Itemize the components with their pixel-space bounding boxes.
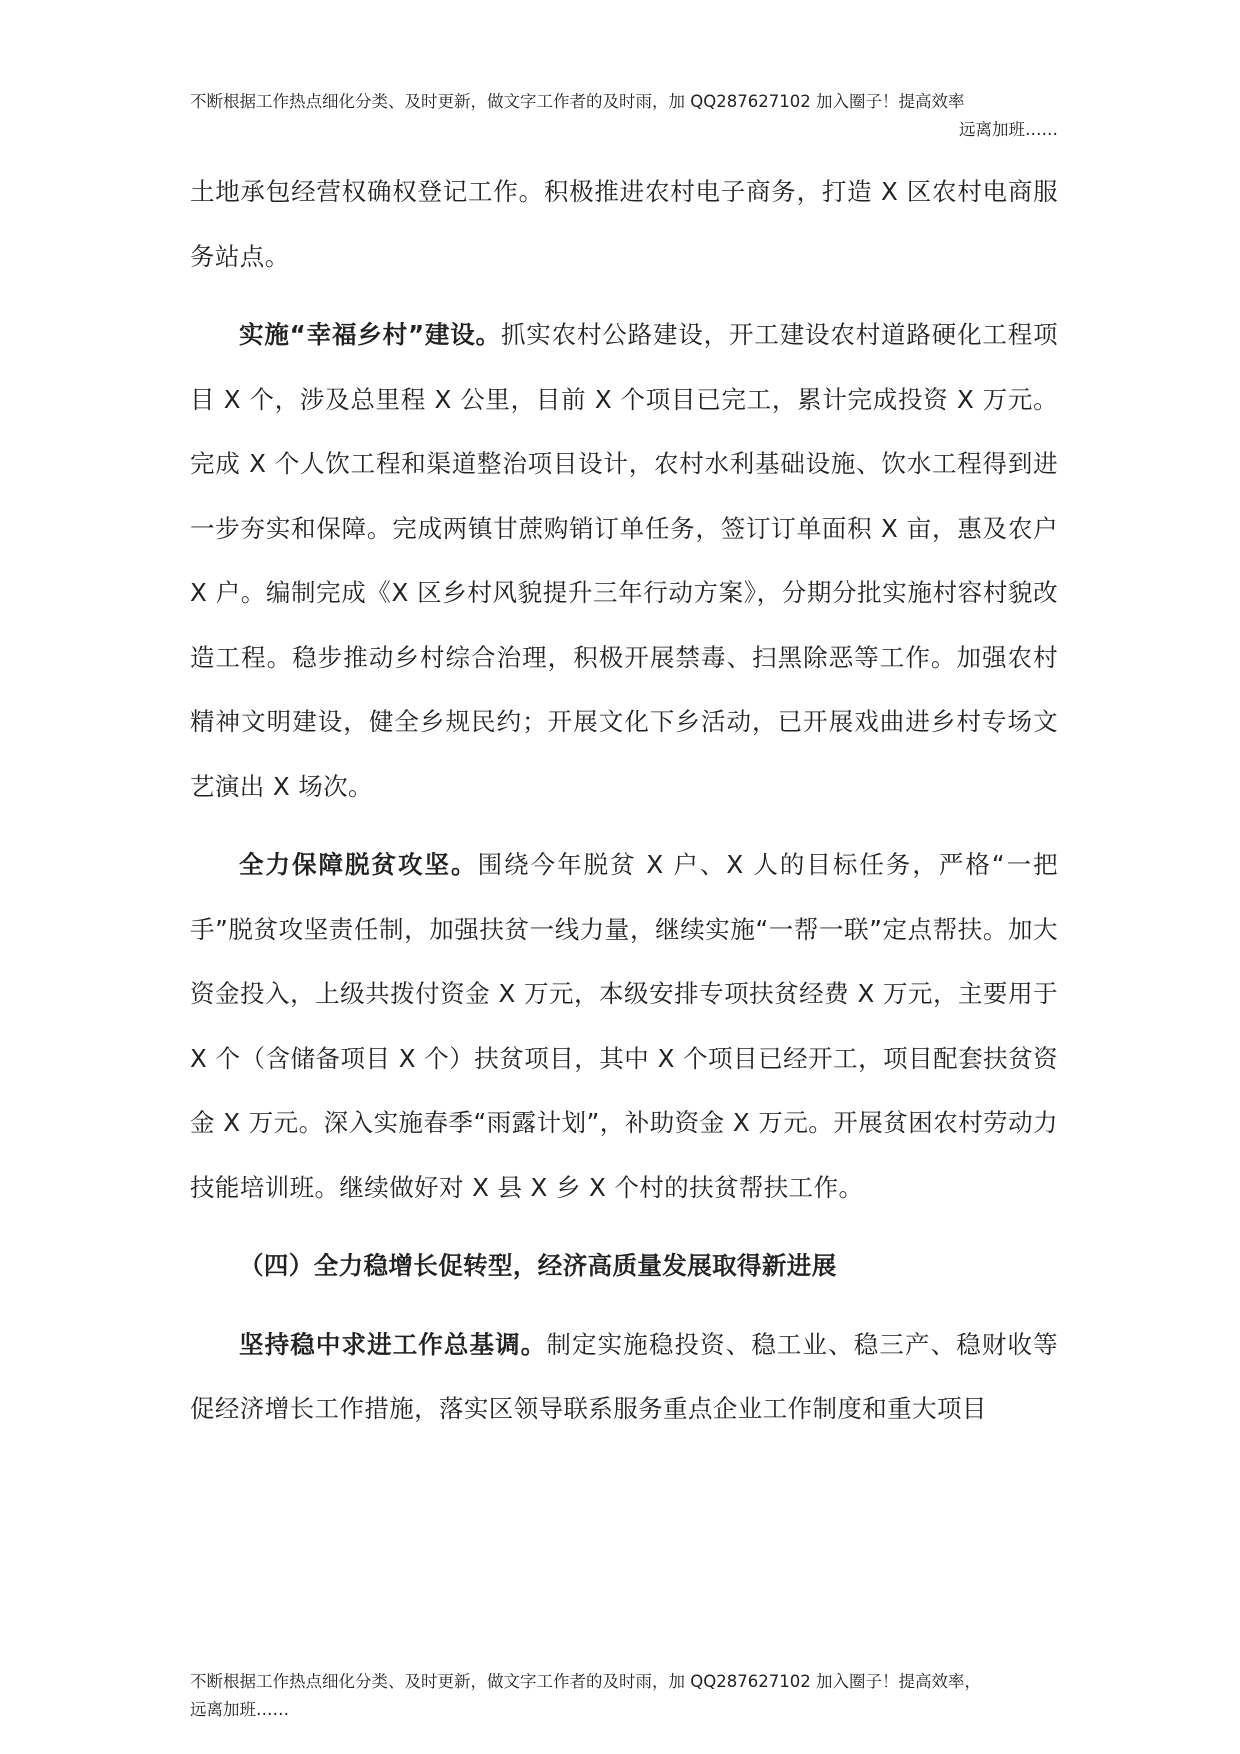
footer-line-2: 远离加班…… (190, 1700, 289, 1719)
paragraph-stable-growth (190, 1313, 1058, 1442)
paragraph-happy-village (190, 303, 1058, 819)
paragraph-lead: 全力保障脱贫攻坚。 (239, 850, 478, 879)
footer-line-1: 不断根据工作热点细化分类、及时更新，做文字工作者的及时雨，加 QQ287627102 加入圈子！提高效率， (190, 1672, 981, 1691)
paragraph-poverty-alleviation (190, 833, 1058, 1220)
paragraph-continuation: 土地承包经营权确权登记工作。积极推进农村电子商务，打造 X 区农村电商服务站点。 (190, 177, 1058, 271)
paragraph-lead: 坚持稳中求进工作总基调。 (239, 1329, 547, 1359)
page-footer (190, 1668, 1058, 1724)
page-header (190, 88, 1058, 144)
header-line-1: 不断根据工作热点细化分类、及时更新，做文字工作者的及时雨，加 QQ287627102 加入圈子！提高效率 (190, 92, 965, 111)
paragraph-text: 制定实施稳投资、稳工业、稳三产、稳财收等促经济增长工作措施，落实区领导联系服务重点企业工作制度和重大项目 (190, 1329, 1058, 1423)
document-body (190, 160, 1058, 1442)
header-line-2: 远离加班…… (959, 120, 1058, 139)
paragraph-text: 围绕今年脱贫 X 户、X 人的目标任务，严格“一把手”脱贫攻坚责任制，加强扶贫一线力量，继续实施“一帮一联”定点帮扶。加大资金投入，上级共拨付资金 X 万元，本级安排专项扶贫经费 X 万元，主要用于 X 个（含储备项目 X 个）扶贫项目，其中 X 个项目已经开工，项目配套扶贫资金 X 万元。深入实施春季“雨露计划”，补助资金 X 万元。开展贫困农村劳动力技能培训班。继续做好对 X 县 X 乡 X 个村的扶贫帮扶工作。 (190, 850, 1059, 1202)
paragraph-text: 抓实农村公路建设，开工建设农村道路硬化工程项目 X 个，涉及总里程 X 公里，目前 X 个项目已完工，累计完成投资 X 万元。完成 X 个人饮工程和渠道整治项目设计，农村水利基础设施、饮水工程得到进一步夯实和保障。完成两镇甘蔗购销订单任务，签订订单面积 X 亩，惠及农户 X 户。编制完成《X 区乡村风貌提升三年行动方案》，分期分批实施村容村貌改造工程。稳步推动乡村综合治理，积极开展禁毒、扫黑除恶等工作。加强农村精神文明建设，健全乡规民约；开展文化下乡活动，已开展戏曲进乡村专场文艺演出 X 场次。 (190, 320, 1058, 801)
section-heading: （四）全力稳增长促转型，经济高质量发展取得新进展 (239, 1251, 837, 1280)
paragraph-lead: 实施“幸福乡村”建设。 (239, 320, 501, 349)
